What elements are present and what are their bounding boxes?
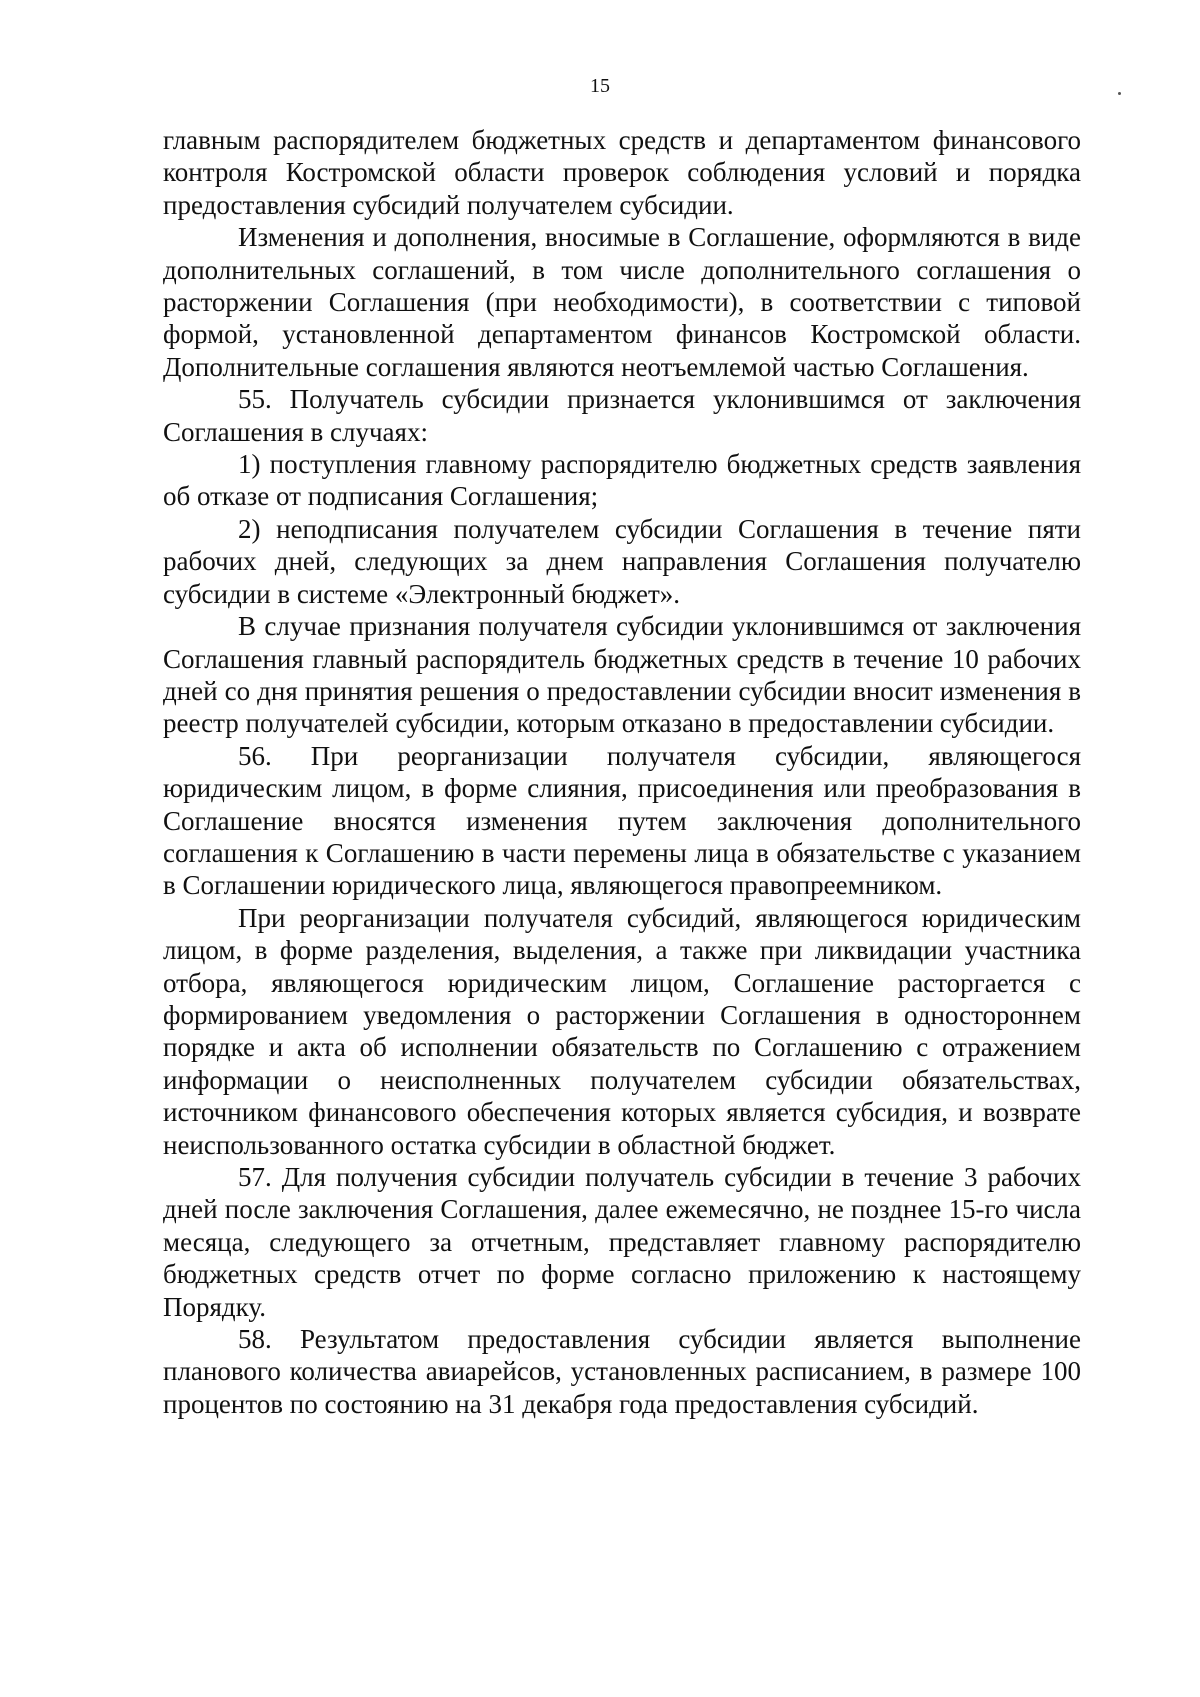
paragraph-amendments: Изменения и дополнения, вносимые в Соглашение, оформляются в виде дополнительных соглашений, в том числе дополнительного соглашения о расторжении Соглашения (при необходимости), в соответствии с типовой формой, установленной департаментом финансов Костромской области. Дополнительные соглашения являются неотъемлемой частью Соглашения. xyxy=(163,222,1081,382)
paragraph-continuation: главным распорядителем бюджетных средств и департаментом финансового контроля Костромской области проверок соблюдения условий и порядка предоставления субсидий получателем субсидии. xyxy=(163,125,1081,220)
paragraph-58: 58. Результатом предоставления субсидии является выполнение планового количества авиарейсов, установленных расписанием, в размере 100 процентов по состоянию на 31 декабря года предоставления субсидий. xyxy=(163,1324,1081,1419)
paragraph-55: 55. Получатель субсидии признается уклонившимся от заключения Соглашения в случаях: xyxy=(163,384,1081,447)
scan-artifact-dot xyxy=(1118,92,1121,95)
page-number: 15 xyxy=(590,75,610,97)
paragraph-57: 57. Для получения субсидии получатель субсидии в течение 3 рабочих дней после заключения Соглашения, далее ежемесячно, не позднее 15-го числа месяца, следующего за отчетным, представляет главному распорядителю бюджетных средств отчет по форме согласно приложению к настоящему Порядку. xyxy=(163,1162,1081,1322)
paragraph-55-item-2: 2) неподписания получателем субсидии Соглашения в течение пяти рабочих дней, следующих за днем направления Соглашения получателю субсидии в системе «Электронный бюджет». xyxy=(163,513,1081,609)
paragraph-55-item-1: 1) поступления главному распорядителю бюджетных средств заявления об отказе от подписания Соглашения; xyxy=(163,449,1081,512)
paragraph-55-evasion: В случае признания получателя субсидии уклонившимся от заключения Соглашения главный распорядитель бюджетных средств в течение 10 рабочих дней со дня принятия решения о предоставлении субсидии вносит изменения в реестр получателей субсидии, которым отказано в предоставлении субсидии. xyxy=(163,611,1081,739)
document-body xyxy=(163,124,1081,1420)
paragraph-56: 56. При реорганизации получателя субсидии, являющегося юридическим лицом, в форме слияния, присоединения или преобразования в Соглашение вносятся изменения путем заключения дополнительного соглашения к Соглашению в части перемены лица в обязательстве с указанием в Соглашении юридического лица, являющегося правопреемником. xyxy=(163,740,1081,901)
paragraph-56-liquidation: При реорганизации получателя субсидий, являющегося юридическим лицом, в форме разделения, выделения, а также при ликвидации участника отбора, являющегося юридическим лицом, Соглашение расторгается с формированием уведомления о расторжении Соглашения в одностороннем порядке и акта об исполнении обязательств по Соглашению с отражением информации о неисполненных получателем субсидии обязательствах, источником финансового обеспечения которых является субсидия, и возврате неиспользованного остатка субсидии в областной бюджет. xyxy=(163,902,1081,1160)
